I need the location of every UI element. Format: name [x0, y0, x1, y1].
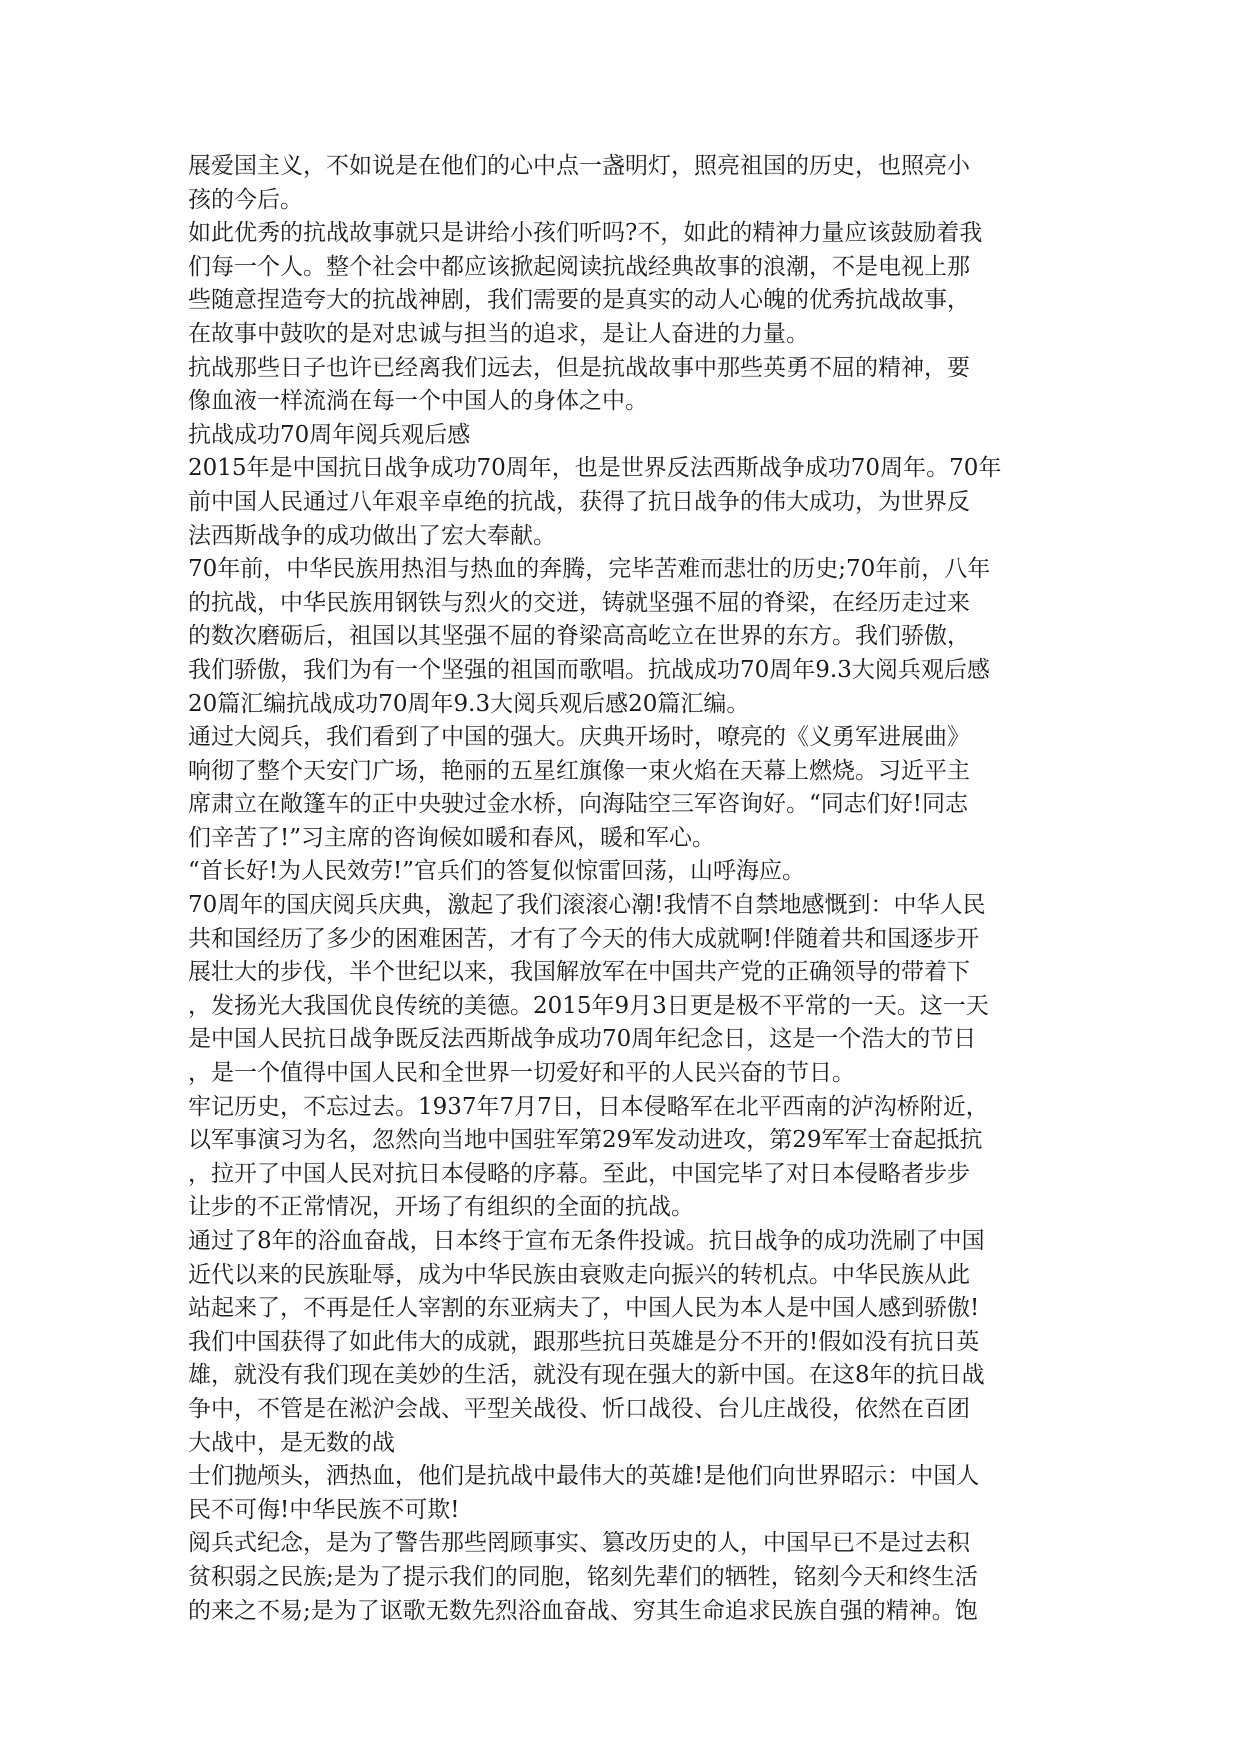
text-line: 士们抛颅头，洒热血，他们是抗战中最伟大的英雄!是他们向世界昭示：中国人: [188, 1463, 980, 1490]
text-line: 通过大阅兵，我们看到了中国的强大。庆典开场时，嘹亮的《义勇军进展曲》: [188, 724, 970, 751]
text-line: 争中，不管是在淞沪会战、平型关战役、忻口战役、台儿庄战役，依然在百团: [188, 1395, 970, 1422]
text-line: 站起来了，不再是任人宰割的东亚病夫了，中国人民为本人是中国人感到骄傲!: [188, 1295, 980, 1322]
body-text: [188, 150, 1058, 1628]
text-line: ，发扬光大我国优良传统的美德。2015年9月3日更是极不平常的一天。这一天: [188, 992, 989, 1019]
text-line: 让步的不正常情况，开场了有组织的全面的抗战。: [188, 1194, 694, 1221]
text-line: 近代以来的民族耻辱，成为中华民族由衰败走向振兴的转机点。中华民族从此: [188, 1261, 970, 1288]
text-line: 法西斯战争的成功做出了宏大奉献。: [188, 522, 556, 549]
text-line: 我们骄傲，我们为有一个坚强的祖国而歌唱。抗战成功70周年9.3大阅兵观后感: [188, 656, 990, 683]
text-line: 展爱国主义，不如说是在他们的心中点一盏明灯，照亮祖国的历史，也照亮小: [188, 153, 970, 179]
text-line: 们辛苦了!”习主席的咨询候如暖和春风，暖和军心。: [188, 824, 716, 851]
text-line: 我们中国获得了如此伟大的成就，跟那些抗日英雄是分不开的!假如没有抗日英: [188, 1328, 980, 1355]
text-line: 展壮大的步伐，半个世纪以来，我国解放军在中国共产党的正确领导的带着下: [188, 959, 970, 986]
text-line: “首长好!为人民效劳!”官兵们的答复似惊雷回荡，山呼海应。: [188, 858, 806, 885]
text-line: 以军事演习为名，忽然向当地中国驻军第29军发动进攻，第29军军士奋起抵抗: [188, 1127, 983, 1154]
text-line: 们每一个人。整个社会中都应该掀起阅读抗战经典故事的浪潮，不是电视上那: [188, 253, 970, 280]
text-line: 些随意捏造夸大的抗战神剧，我们需要的是真实的动人心魄的优秀抗战故事，: [188, 287, 970, 314]
text-line: 是中国人民抗日战争既反法西斯战争成功70周年纪念日，这是一个浩大的节日: [188, 1026, 977, 1053]
text-line: 的数次磨砺后，祖国以其坚强不屈的脊梁高高屹立在世界的东方。我们骄傲，: [188, 623, 970, 650]
text-line: 的抗战，中华民族用钢铁与烈火的交迸，铸就坚强不屈的脊梁，在经历走过来: [188, 589, 970, 616]
text-line: 大战中，是无数的战: [188, 1429, 395, 1456]
text-line: 民不可侮!中华民族不可欺!: [188, 1496, 460, 1523]
text-line: 像血液一样流淌在每一个中国人的身体之中。: [188, 388, 648, 415]
section-heading: 抗战成功70周年阅兵观后感: [188, 421, 471, 448]
text-line: 如此优秀的抗战故事就只是讲给小孩们听吗?不，如此的精神力量应该鼓励着我: [188, 220, 983, 247]
text-line: 贫积弱之民族;是为了提示我们的同胞，铭刻先辈们的牺牲，铭刻今天和终生活: [188, 1563, 978, 1590]
text-line: 孩的今后。: [188, 186, 303, 213]
text-line: 牢记历史，不忘过去。1937年7月7日，日本侵略军在北平西南的泸沟桥附近，: [188, 1093, 989, 1120]
text-line: 共和国经历了多少的困难困苦，才有了今天的伟大成就啊!伴随着共和国逐步开: [188, 925, 980, 952]
text-line: ，是一个值得中国人民和全世界一切爱好和平的人民兴奋的节日。: [188, 1060, 855, 1087]
text-line: 通过了8年的浴血奋战，日本终于宣布无条件投诚。抗日战争的成功洗刷了中国: [188, 1228, 985, 1254]
text-line: 阅兵式纪念，是为了警告那些罔顾事实、篡改历史的人，中国早已不是过去积: [188, 1530, 970, 1557]
text-line: 响彻了整个天安门广场，艳丽的五星红旗像一束火焰在天幕上燃烧。习近平主: [188, 757, 970, 784]
text-line: 席肃立在敞篷车的正中央驶过金水桥，向海陆空三军咨询好。“同志们好!同志: [188, 791, 969, 818]
text-line: 70年前，中华民族用热泪与热血的奔腾，完毕苦难而悲壮的历史;70年前，八年: [188, 556, 991, 583]
text-line: ，拉开了中国人民对抗日本侵略的序幕。至此，中国完毕了对日本侵略者步步: [188, 1160, 970, 1187]
text-line: 雄，就没有我们现在美妙的生活，就没有现在强大的新中国。在这8年的抗日战: [188, 1362, 985, 1389]
text-line: 前中国人民通过八年艰辛卓绝的抗战，获得了抗日战争的伟大成功，为世界反: [188, 488, 970, 515]
text-line: 20篇汇编抗战成功70周年9.3大阅兵观后感20篇汇编。: [188, 690, 750, 717]
text-line: 在故事中鼓吹的是对忠诚与担当的追求，是让人奋进的力量。: [188, 320, 809, 347]
text-line: 的来之不易;是为了讴歌无数先烈浴血奋战、穷其生命追求民族自强的精神。饱: [188, 1597, 978, 1624]
text-line: 2015年是中国抗日战争成功70周年，也是世界反法西斯战争成功70周年。70年: [188, 455, 1002, 482]
text-line: 抗战那些日子也许已经离我们远去，但是抗战故事中那些英勇不屈的精神，要: [188, 354, 970, 381]
text-line: 70周年的国庆阅兵庆典，激起了我们滚滚心潮!我情不自禁地感慨到：中华人民: [188, 892, 986, 919]
